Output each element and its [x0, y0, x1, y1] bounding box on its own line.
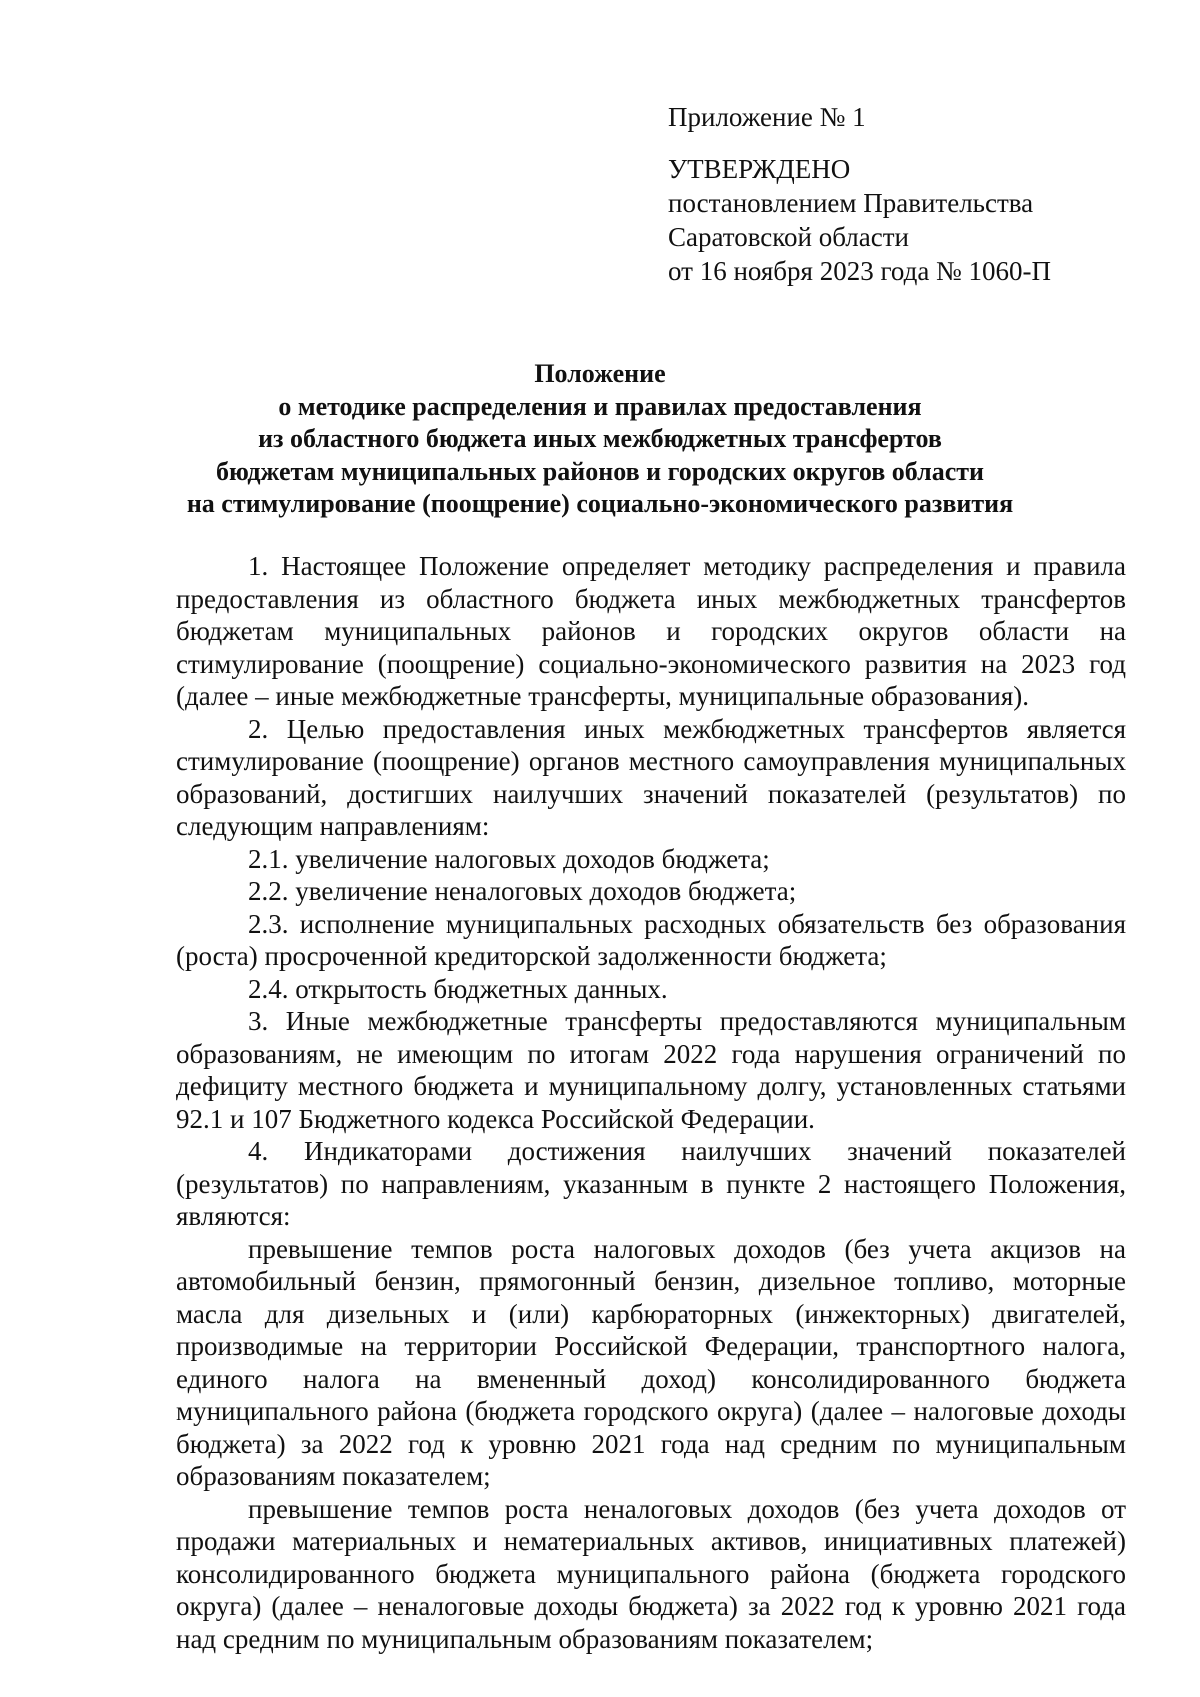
document-title	[150, 358, 1050, 521]
paragraph-2: 2. Целью предоставления иных межбюджетных трансфертов является стимулирование (поощрение) органов местного самоуправления муниципальных образований, достигших наилучших значений показателей (результатов) по следующим направлениям:	[176, 713, 1126, 841]
approval-stamp-block	[668, 100, 1168, 288]
appendix-number: Приложение № 1	[668, 102, 866, 132]
paragraph-4: 4. Индикаторами достижения наилучших значений показателей (результатов) по направлениям, указанным в пункте 2 настоящего Положения, являются:	[176, 1136, 1126, 1231]
paragraph-1: 1. Настоящее Положение определяет методику распределения и правила предоставления из областного бюджета иных межбюджетных трансфертов бюджетам муниципальных районов и городских округов области на стимулирование (поощрение) социально-экономического развития на 2023 год (далее – иные межбюджетные трансферты, муниципальные образования).	[176, 551, 1126, 711]
title-line-3: из областного бюджета иных межбюджетных трансфертов	[258, 424, 942, 453]
paragraph-2-2: 2.2. увеличение неналоговых доходов бюджета;	[248, 876, 797, 906]
approved-heading: УТВЕРЖДЕНО	[668, 154, 851, 184]
approval-line-1: постановлением Правительства	[668, 188, 1034, 218]
approval-line-3: от 16 ноября 2023 года № 1060-П	[668, 256, 1052, 286]
title-line-1: Положение	[534, 359, 666, 388]
spacer	[668, 134, 1168, 152]
paragraph-4-indicator-1: превышение темпов роста налоговых доходов (без учета акцизов на автомобильный бензин, прямогонный бензин, дизельное топливо, моторные масла для дизельных и (или) карбюраторных (инжекторных) двигателей, производимые на территории Российской Федерации, транспортного налога, единого налога на вмененный доход) консолидированного бюджета муниципального района (бюджета городского округа) (далее – налоговые доходы бюджета) за 2022 год к уровню 2021 года над средним по муниципальным образованиям показателем;	[176, 1233, 1126, 1491]
paragraph-2-3: 2.3. исполнение муниципальных расходных обязательств без образования (роста) просроченной кредиторской задолженности бюджета;	[176, 908, 1126, 971]
title-line-2: о методике распределения и правилах предоставления	[278, 391, 922, 421]
approval-line-2: Саратовской области	[668, 222, 909, 252]
document-body	[176, 550, 1126, 1655]
paragraph-2-4: 2.4. открытость бюджетных данных.	[248, 973, 668, 1004]
title-line-4: бюджетам муниципальных районов и городских округов области	[215, 456, 985, 486]
title-line-5: на стимулирование (поощрение) социально-экономического развития	[186, 489, 1014, 518]
paragraph-4-indicator-2: превышение темпов роста неналоговых доходов (без учета доходов от продажи материальных и нематериальных активов, инициативных платежей) консолидированного бюджета муниципального района (бюджета городского округа) (далее – неналоговые доходы бюджета) за 2022 год к уровню 2021 года над средним по муниципальным образованиям показателем;	[176, 1493, 1126, 1654]
paragraph-2-1: 2.1. увеличение налоговых доходов бюджета;	[248, 843, 770, 874]
paragraph-3: 3. Иные межбюджетные трансферты предоставляются муниципальным образованиям, не имеющим по итогам 2022 года нарушения ограничений по дефициту местного бюджета и муниципальному долгу, установленных статьями 92.1 и 107 Бюджетного кодекса Российской Федерации.	[176, 1006, 1126, 1134]
